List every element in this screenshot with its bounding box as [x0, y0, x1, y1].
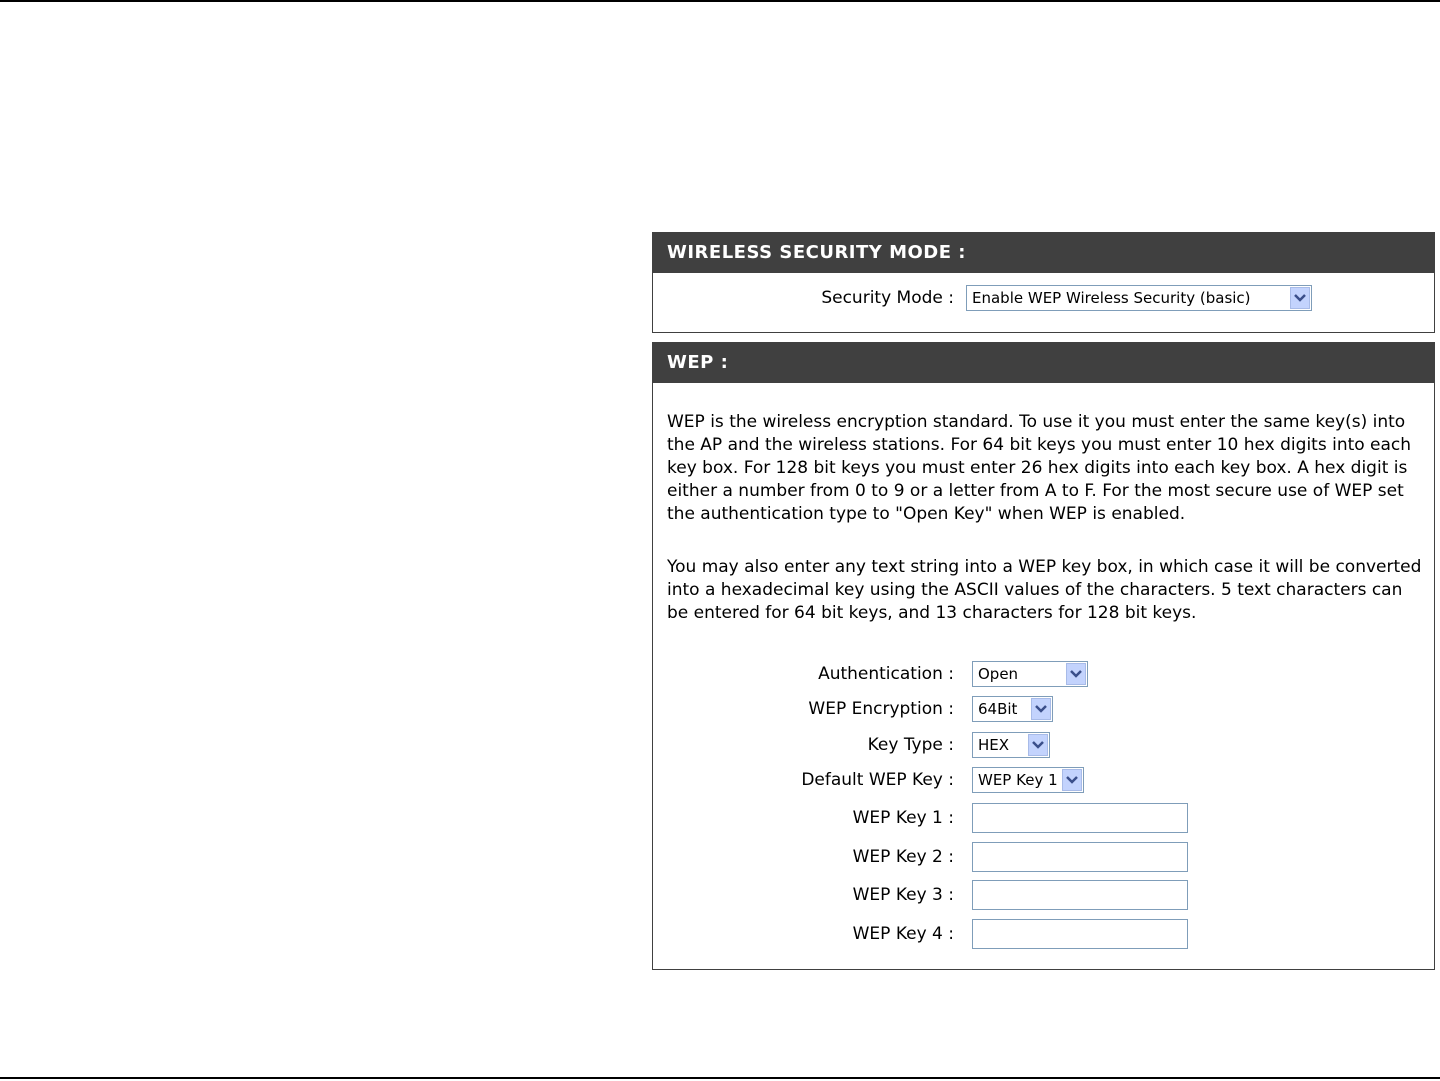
wep-encryption-value: 64Bit	[978, 700, 1018, 718]
wireless-security-mode-panel	[652, 232, 1435, 333]
default-wep-key-label: Default WEP Key :	[801, 770, 954, 790]
default-wep-key-select[interactable]	[972, 767, 1084, 793]
authentication-label: Authentication :	[818, 664, 954, 684]
wep-key-2-label: WEP Key 2 :	[852, 847, 954, 867]
panel-header: WEP :	[653, 343, 1434, 383]
wep-key-1-row	[653, 803, 1434, 833]
key-type-value: HEX	[978, 736, 1010, 754]
security-mode-row	[653, 283, 1434, 313]
security-mode-value: Enable WEP Wireless Security (basic)	[972, 289, 1251, 307]
wep-key-1-label: WEP Key 1 :	[852, 808, 954, 828]
wep-key-2-row	[653, 842, 1434, 872]
key-type-row	[653, 730, 1434, 760]
security-mode-label: Security Mode :	[821, 288, 954, 308]
wep-description-ascii: You may also enter any text string into a WEP key box, in which case it will be converted into a hexadecimal key using the ASCII values of the characters. 5 text characters can be entered for 64 bit keys, and 13 characters for 128 bit keys.	[667, 557, 1422, 623]
chevron-down-icon[interactable]	[1062, 769, 1082, 791]
wep-key-3-label: WEP Key 3 :	[852, 885, 954, 905]
chevron-down-icon[interactable]	[1031, 698, 1051, 720]
wep-key-2-input[interactable]	[972, 842, 1188, 872]
default-wep-key-value: WEP Key 1	[978, 771, 1058, 789]
wep-description: WEP is the wireless encryption standard. To use it you must enter the same key(s) into the AP and the wireless stations. For 64 bit keys you must enter 10 hex digits into each key box. For 128 bit keys you must enter 26 hex digits into each key box. A hex digit is either a number from 0 to 9 or a letter from A to F. For the most secure use of WEP set the authentication type to "Open Key" when WEP is enabled.	[667, 412, 1412, 524]
bottom-rule	[0, 1077, 1440, 1079]
chevron-down-icon[interactable]	[1290, 287, 1310, 309]
top-rule	[0, 0, 1440, 2]
wep-key-4-label: WEP Key 4 :	[852, 924, 954, 944]
key-type-select[interactable]	[972, 732, 1050, 758]
chevron-down-icon[interactable]	[1028, 734, 1048, 756]
authentication-select[interactable]	[972, 661, 1088, 687]
wep-encryption-select[interactable]	[972, 696, 1053, 722]
chevron-down-icon[interactable]	[1066, 663, 1086, 685]
wep-encryption-label: WEP Encryption :	[808, 699, 954, 719]
wep-key-4-row	[653, 919, 1434, 949]
wep-encryption-row	[653, 694, 1434, 724]
panel-header: WIRELESS SECURITY MODE :	[653, 233, 1434, 273]
wep-key-3-input[interactable]	[972, 880, 1188, 910]
authentication-row	[653, 659, 1434, 689]
authentication-value: Open	[978, 665, 1019, 683]
wep-key-4-input[interactable]	[972, 919, 1188, 949]
default-wep-key-row	[653, 765, 1434, 795]
wep-panel	[652, 342, 1435, 970]
security-mode-select[interactable]	[966, 285, 1312, 311]
key-type-label: Key Type :	[867, 735, 954, 755]
wep-key-1-input[interactable]	[972, 803, 1188, 833]
wep-key-3-row	[653, 880, 1434, 910]
